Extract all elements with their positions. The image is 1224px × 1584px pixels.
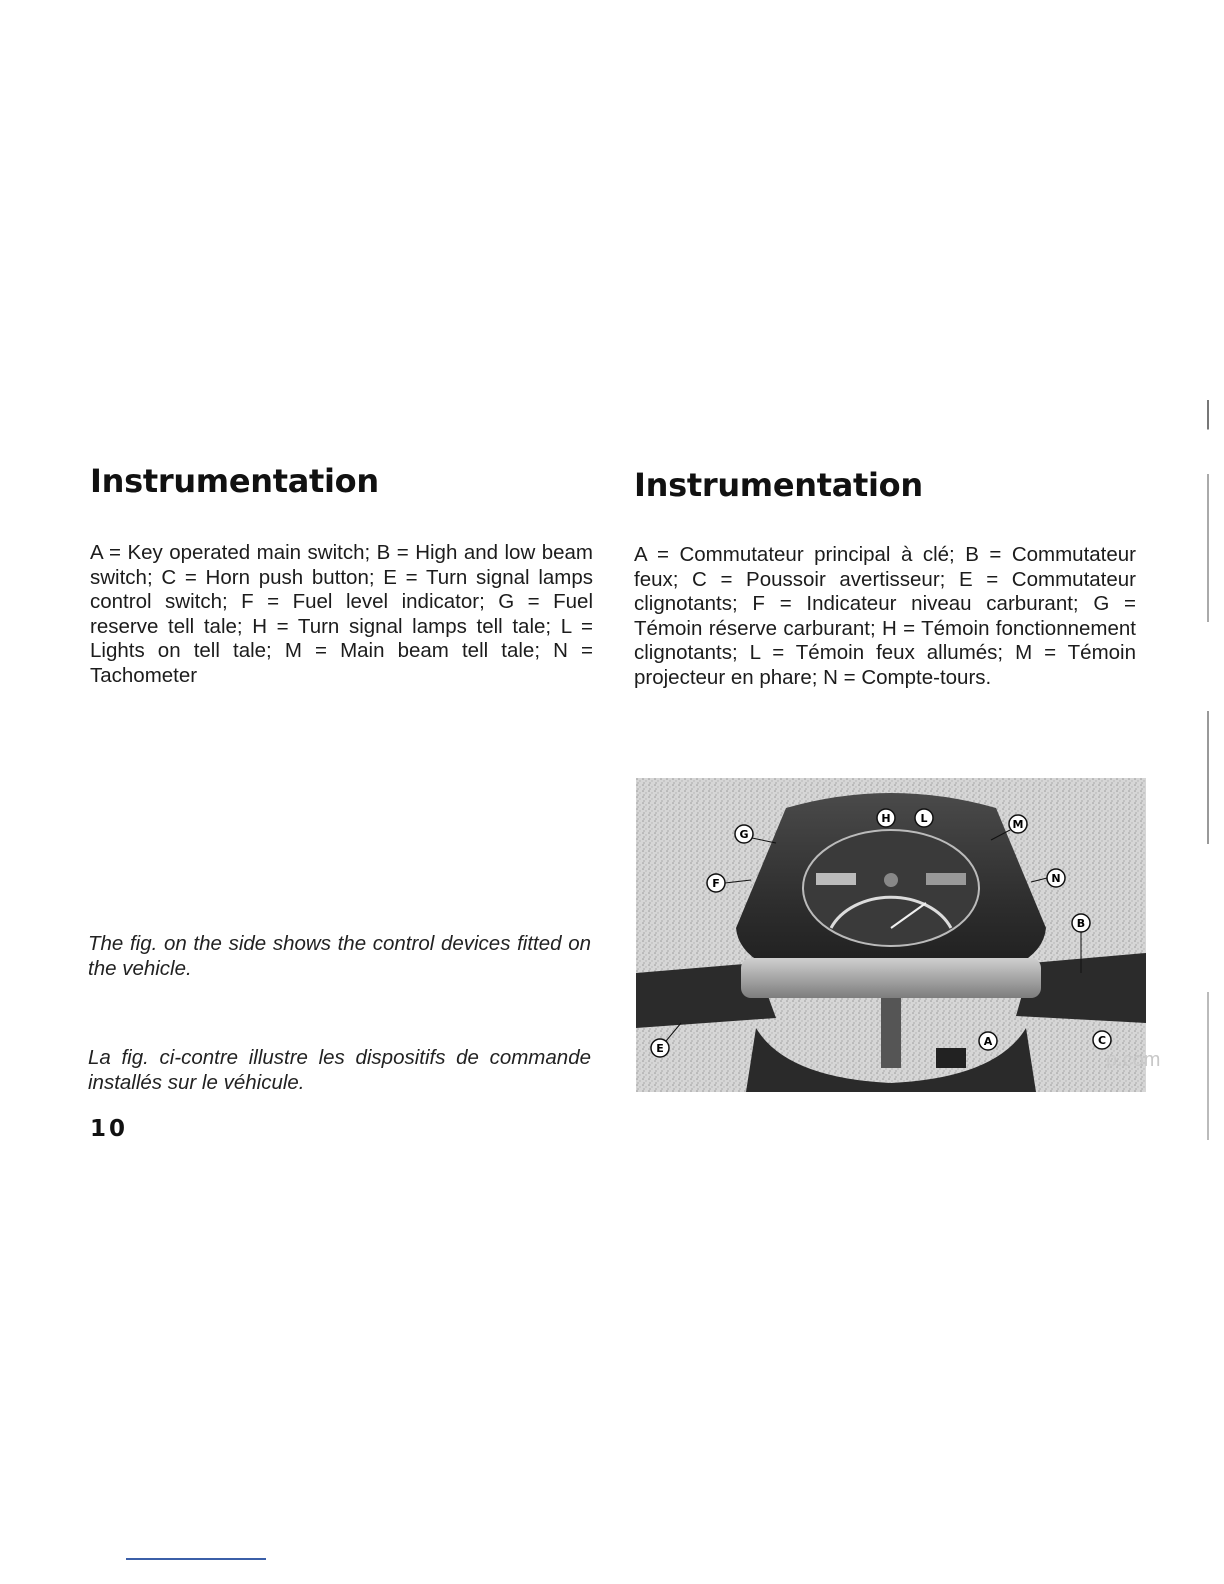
- key-switch: [936, 1048, 966, 1068]
- callout-c: [1093, 1031, 1111, 1049]
- steering-column: [881, 998, 901, 1068]
- chrome-trim: [741, 958, 1041, 998]
- svg-text:N: N: [1051, 872, 1061, 885]
- svg-text:H: H: [881, 812, 891, 825]
- center-lamp: [884, 873, 898, 887]
- svg-text:A: A: [983, 1035, 993, 1048]
- page-number: 10: [90, 1116, 129, 1142]
- svg-text:F: F: [712, 877, 720, 890]
- svg-text:B: B: [1076, 917, 1086, 930]
- svg-text:E: E: [656, 1042, 664, 1055]
- scan-edge-artifact: [1207, 400, 1209, 1140]
- english-figure-caption: The fig. on the side shows the control devices fitted on the vehicle.: [88, 932, 591, 980]
- english-legend: A = Key operated main switch; B = High and low beam switch; C = Horn push button; E = Turn signal lamps control switch; F = Fuel level indicator; G = Fuel reserve tell tale; H = Turn signal lamps tell tale; L = Lights on tell tale; M = Main beam tell tale; N = Tachometer: [90, 541, 593, 687]
- french-figure-caption: La fig. ci-contre illustre les dispositifs de commande installés sur le véhicule.: [88, 1046, 591, 1094]
- callout-a: [979, 1032, 997, 1050]
- french-legend: A = Commutateur principal à clé; B = Commutateur feux; C = Poussoir avertisseur; E = Commutateur clignotants; F = Indicateur niveau carburant; G = Témoin réserve carburant; H = Témoin fonctionnement clignotants; L = Témoin feux allumés; M = Témoin projecteur en phare; N = Compte-tours.: [634, 543, 1136, 689]
- fuel-gauge: [816, 873, 856, 885]
- svg-text:L: L: [920, 812, 928, 825]
- callout-h: [877, 809, 895, 827]
- instrument-panel-photo: [636, 778, 1161, 1092]
- tachometer: [926, 873, 966, 885]
- speedometer-dial: [803, 830, 979, 946]
- english-title: Instrumentation: [90, 462, 379, 500]
- footer-rule: [126, 1558, 266, 1560]
- svg-text:G: G: [739, 828, 749, 841]
- svg-text:C: C: [1097, 1034, 1107, 1047]
- french-title: Instrumentation: [634, 466, 923, 504]
- callout-l: [915, 809, 933, 827]
- svg-text:M: M: [1012, 818, 1024, 831]
- watermark-text: p.com: [1106, 1049, 1161, 1071]
